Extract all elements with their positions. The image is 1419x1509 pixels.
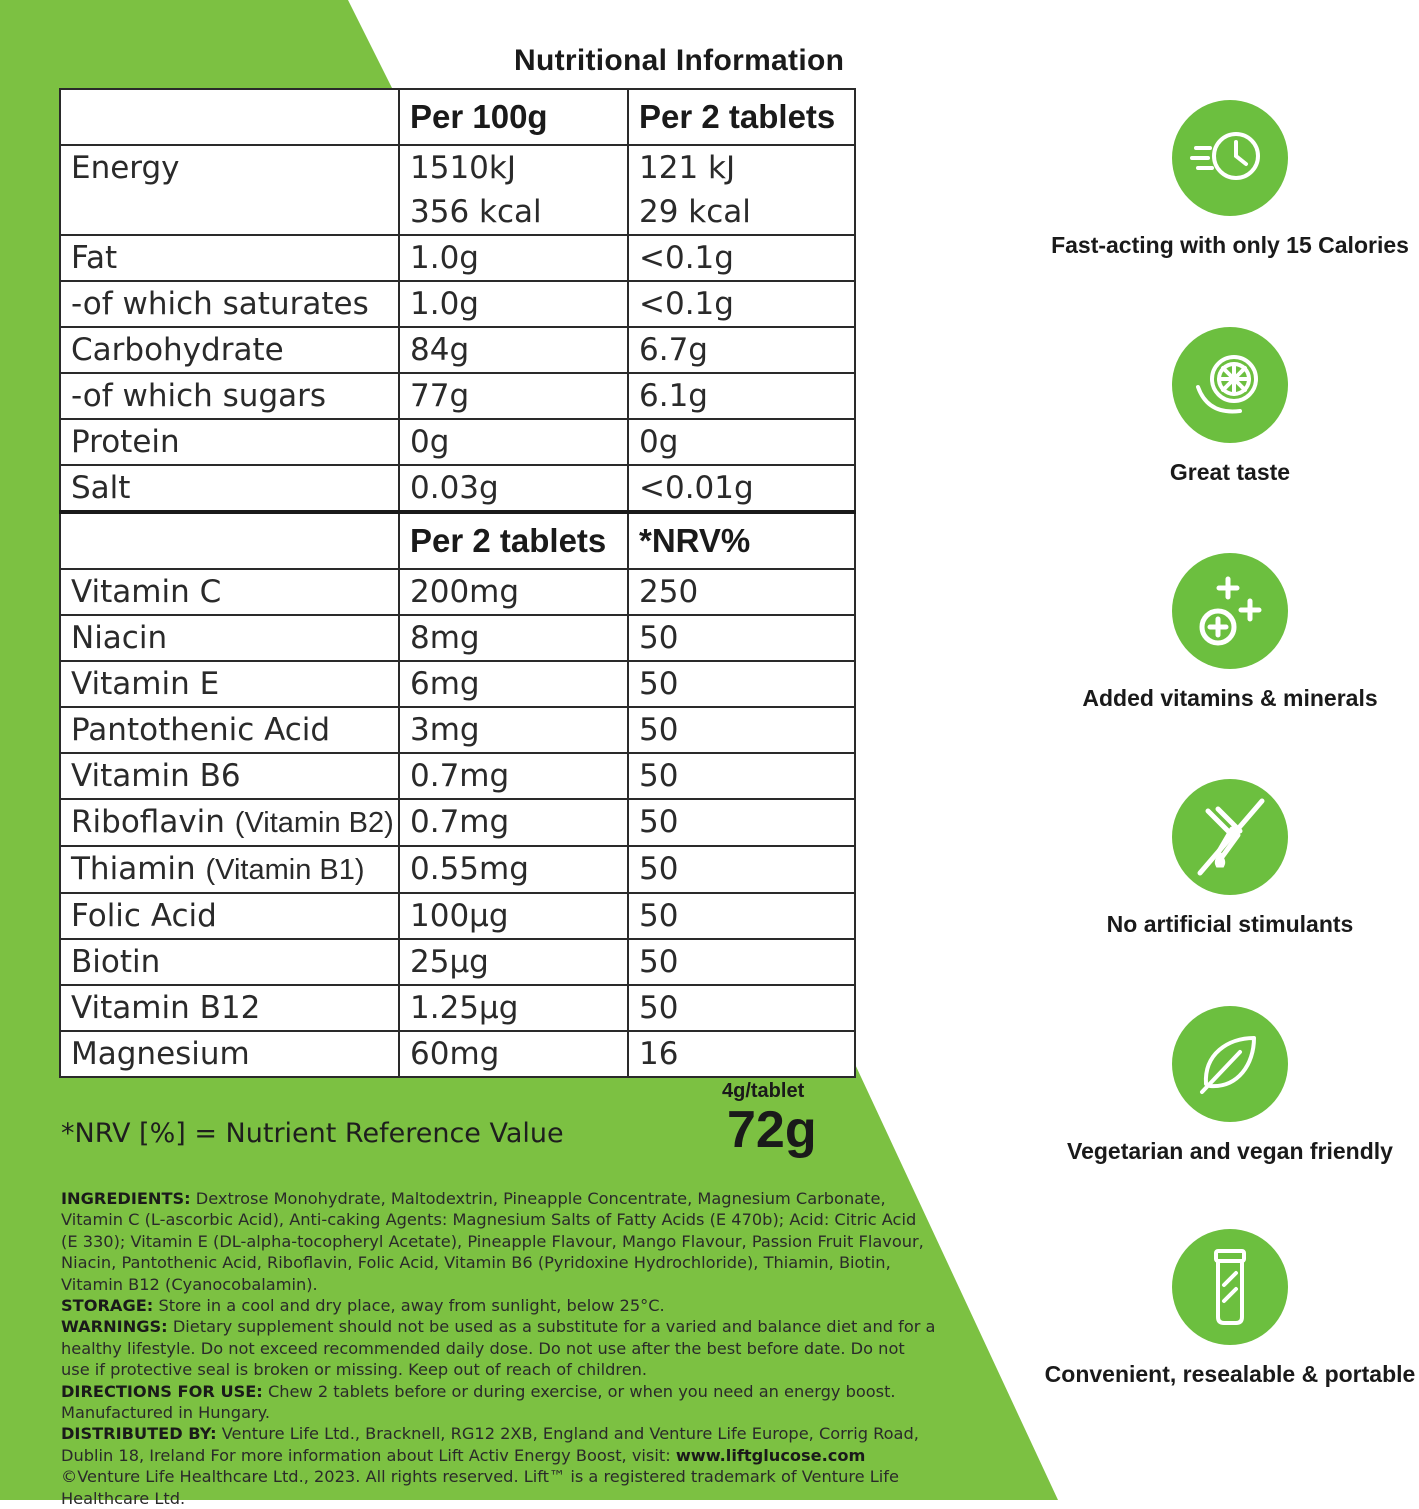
- table-row-energy: [60, 145, 855, 235]
- table-row: [60, 235, 855, 281]
- table-row: [60, 327, 855, 373]
- table-row: [60, 281, 855, 327]
- manufactured-text: Manufactured in Hungary.: [61, 1403, 271, 1423]
- vitamin-nrv: 50: [628, 799, 855, 846]
- warnings-label: WARNINGS:: [61, 1317, 168, 1337]
- feature-label: No artificial stimulants: [1106, 911, 1354, 937]
- vitamin-name: Niacin: [60, 615, 399, 661]
- nutrient-per100: 77g: [399, 373, 628, 419]
- vitamin-name: Vitamin B6: [60, 753, 399, 799]
- table-header-row: [60, 89, 855, 145]
- vitamin-name: Folic Acid: [60, 893, 399, 939]
- vit-header-per-2-tablets: Per 2 tablets: [399, 512, 628, 569]
- vitamin-name: [60, 846, 399, 893]
- table-row: [60, 893, 855, 939]
- directions-label: DIRECTIONS FOR USE:: [61, 1381, 263, 1401]
- energy-per100: [399, 145, 628, 235]
- nutrient-per2: <0.01g: [628, 465, 855, 512]
- vitamin-name-sub: (Vitamin B1): [205, 854, 365, 886]
- warnings-text: Dietary supplement should not be used as a substitute for a varied and balance diet and for a healthy lifestyle. Do not exceed recommended daily dose. Do not use after the best before date. Do not use if protective seal is broken or missing. Keep out of reach of children.: [61, 1317, 936, 1380]
- table-row: [60, 846, 855, 893]
- nutrient-per2: 6.1g: [628, 373, 855, 419]
- nutrient-per2: 0g: [628, 419, 855, 465]
- vitamin-amount: 3mg: [399, 707, 628, 753]
- table-row: [60, 615, 855, 661]
- leaf-icon: [1172, 1006, 1288, 1122]
- citrus-slice-icon: [1172, 327, 1288, 443]
- copyright-text: ©Venture Life Healthcare Ltd., 2023. All rights reserved. Lift™ is a registered trademark of Venture Life Healthcare Ltd.: [61, 1467, 899, 1508]
- vitamin-amount: 100µg: [399, 893, 628, 939]
- nutrient-per2: <0.1g: [628, 281, 855, 327]
- vitamin-name: [60, 799, 399, 846]
- header-per-100g: Per 100g: [399, 89, 628, 145]
- nutrient-per2: <0.1g: [628, 235, 855, 281]
- energy-per2: [628, 145, 855, 235]
- nutrient-per100: 0g: [399, 419, 628, 465]
- directions-text: Chew 2 tablets before or during exercise, or when you need an energy boost.: [267, 1381, 896, 1401]
- tube-icon: [1172, 1229, 1288, 1345]
- net-weight: 72g: [727, 1101, 817, 1159]
- table-row: [60, 419, 855, 465]
- energy-per2-kcal: 29 kcal: [639, 194, 751, 230]
- nutrient-per100: 84g: [399, 327, 628, 373]
- feature-fast-acting: [1030, 100, 1419, 258]
- storage-text: Store in a cool and dry place, away from sunlight, below 25°C.: [158, 1296, 665, 1316]
- nutrient-name: Protein: [60, 419, 399, 465]
- vitamin-amount: 0.7mg: [399, 799, 628, 846]
- table-row: [60, 753, 855, 799]
- table-row: [60, 661, 855, 707]
- nutrition-table: [59, 88, 856, 1078]
- nutrition-title: Nutritional Information: [514, 44, 845, 77]
- energy-per100-kj: 1510kJ: [410, 150, 516, 186]
- feature-label: Convenient, resealable & portable: [1044, 1361, 1416, 1387]
- vitamin-nrv: 50: [628, 707, 855, 753]
- vit-header-nrv: *NRV%: [628, 512, 855, 569]
- vitamin-name: Vitamin E: [60, 661, 399, 707]
- nutrient-name: -of which saturates: [60, 281, 399, 327]
- vitamin-amount: 60mg: [399, 1031, 628, 1077]
- table-row: [60, 799, 855, 846]
- vitamin-name-sub: (Vitamin B2): [234, 807, 394, 839]
- vitamin-nrv: 50: [628, 893, 855, 939]
- table-row: [60, 569, 855, 615]
- table-row: [60, 465, 855, 512]
- vitamins-header-row: [60, 512, 855, 569]
- distributed-label: DISTRIBUTED BY:: [61, 1424, 217, 1444]
- vitamin-name: Biotin: [60, 939, 399, 985]
- vitamin-amount: 200mg: [399, 569, 628, 615]
- vitamin-nrv: 50: [628, 846, 855, 893]
- header-per-2-tablets: Per 2 tablets: [628, 89, 855, 145]
- vitamin-amount: 1.25µg: [399, 985, 628, 1031]
- no-dropper-icon: [1172, 779, 1288, 895]
- table-row: [60, 939, 855, 985]
- ingredients-label: INGREDIENTS:: [61, 1189, 191, 1208]
- product-info-block: [61, 1188, 936, 1509]
- feature-portable: [1030, 1229, 1419, 1387]
- header-cell-empty: [60, 89, 399, 145]
- vitamin-amount: 0.55mg: [399, 846, 628, 893]
- storage-label: STORAGE:: [61, 1296, 154, 1316]
- table-row: [60, 1031, 855, 1077]
- website-link[interactable]: www.liftglucose.com: [675, 1445, 866, 1465]
- vitamin-nrv: 50: [628, 939, 855, 985]
- nutrient-per2: 6.7g: [628, 327, 855, 373]
- weight-per-tablet: 4g/tablet: [722, 1080, 805, 1102]
- nutrient-name: Fat: [60, 235, 399, 281]
- nutrient-per100: 1.0g: [399, 281, 628, 327]
- nutrient-name: -of which sugars: [60, 373, 399, 419]
- vitamin-nrv: 50: [628, 985, 855, 1031]
- distributed-text: Venture Life Ltd., Bracknell, RG12 2XB, England and Venture Life Europe, Corrig Road, Dublin 18, Ireland For more information about Lift Activ Energy Boost, visit:: [61, 1424, 919, 1465]
- nutrient-name: Salt: [60, 465, 399, 512]
- table-row: [60, 707, 855, 753]
- vitamin-amount: 25µg: [399, 939, 628, 985]
- feature-added-vitamins: [1030, 553, 1419, 711]
- vitamin-amount: 6mg: [399, 661, 628, 707]
- vitamin-nrv: 50: [628, 753, 855, 799]
- energy-per2-kj: 121 kJ: [639, 150, 736, 186]
- clock-fast-icon: [1172, 100, 1288, 216]
- table-row: [60, 373, 855, 419]
- vitamin-name-text: Thiamin: [71, 851, 196, 887]
- feature-great-taste: [1030, 327, 1419, 485]
- feature-no-stimulants: [1030, 779, 1419, 937]
- energy-label: Energy: [60, 145, 399, 235]
- nutrient-per100: 0.03g: [399, 465, 628, 512]
- feature-label: Added vitamins & minerals: [1082, 685, 1378, 711]
- vitamin-name: Magnesium: [60, 1031, 399, 1077]
- nrv-footnote: *NRV [%] = Nutrient Reference Value: [61, 1118, 564, 1149]
- feature-label: Fast-acting with only 15 Calories: [1051, 232, 1409, 258]
- vitamin-nrv: 50: [628, 661, 855, 707]
- vitamin-name: Vitamin B12: [60, 985, 399, 1031]
- ingredients-text: Dextrose Monohydrate, Maltodextrin, Pineapple Concentrate, Magnesium Carbonate, Vitamin C (L-ascorbic Acid), Anti-caking Agents: Magnesium Salts of Fatty Acids (E 470b); Acid: Citric Acid (E 330); Vitamin E (DL-alpha-tocopheryl Acetate), Pineapple Flavour, Mango Flavour, Passion Fruit Flavour, Niacin, Pantothenic Acid, Riboflavin, Folic Acid, Vitamin B6 (Pyridoxine Hydrochloride), Thiamin, Biotin, Vitamin B12 (Cyanocobalamin).: [61, 1189, 924, 1294]
- feature-label: Vegetarian and vegan friendly: [1067, 1138, 1393, 1164]
- feature-label: Great taste: [1169, 459, 1291, 485]
- feature-vegan: [1030, 1006, 1419, 1164]
- nutrient-per100: 1.0g: [399, 235, 628, 281]
- energy-per100-kcal: 356 kcal: [410, 194, 542, 230]
- vitamin-nrv: 250: [628, 569, 855, 615]
- vitamin-name-text: Riboflavin: [71, 804, 225, 840]
- vitamin-amount: 0.7mg: [399, 753, 628, 799]
- vitamin-amount: 8mg: [399, 615, 628, 661]
- nutrient-name: Carbohydrate: [60, 327, 399, 373]
- plus-cluster-icon: [1172, 553, 1288, 669]
- table-row: [60, 985, 855, 1031]
- vitamin-nrv: 50: [628, 615, 855, 661]
- vit-header-empty: [60, 512, 399, 569]
- vitamin-name: Pantothenic Acid: [60, 707, 399, 753]
- vitamin-nrv: 16: [628, 1031, 855, 1077]
- vitamin-name: Vitamin C: [60, 569, 399, 615]
